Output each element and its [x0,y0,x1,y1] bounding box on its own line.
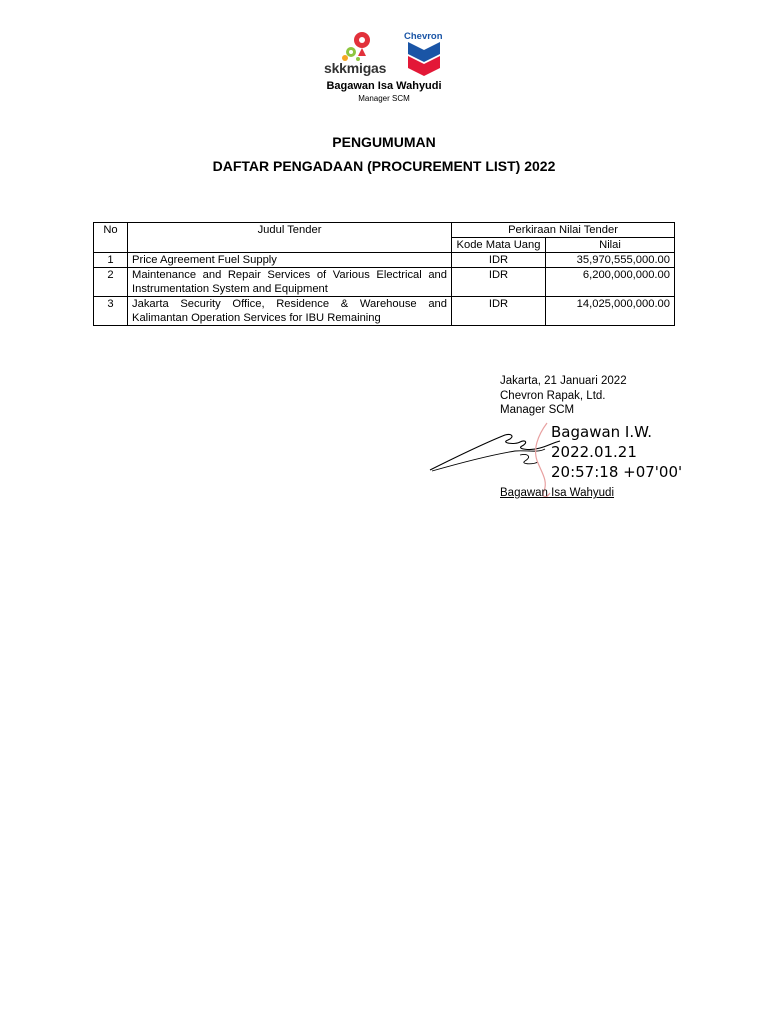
row-nilai: 6,200,000,000.00 [546,268,675,297]
row-kode: IDR [452,268,546,297]
procurement-list-title: DAFTAR PENGADAAN (PROCUREMENT LIST) 2022 [212,158,556,174]
header-logos [318,30,458,82]
skkmigas-logo-icon [318,30,398,62]
table-row [94,297,675,326]
digital-signature-date: 2022.01.21 [551,443,637,461]
header-perkiraan: Perkiraan Nilai Tender [452,223,675,238]
row-nilai: 35,970,555,000.00 [546,253,675,268]
digital-signature [551,422,682,482]
digital-signature-name: Bagawan I.W. [551,423,653,441]
row-kode: IDR [452,297,546,326]
signature-company: Chevron Rapak, Ltd. [500,389,606,402]
row-no: 1 [94,253,128,268]
digital-signature-time: 20:57:18 +07'00' [551,463,683,481]
table-row [94,268,675,297]
header-judul: Judul Tender [128,223,452,253]
signature-place-date: Jakarta, 21 Januari 2022 [500,375,627,387]
row-nilai: 14,025,000,000.00 [546,297,675,326]
table-row [94,253,675,268]
header-role: Manager SCM [358,94,410,103]
procurement-table [93,222,675,326]
row-judul: Maintenance and Repair Services of Various Electrical and Instrumentation System and Equipment [128,268,452,297]
header-name: Bagawan Isa Wahyudi [326,80,442,92]
row-judul: Price Agreement Fuel Supply [128,253,452,268]
chevron-logo-text: Chevron [404,31,443,42]
header-nilai: Nilai [546,238,675,253]
signature-position: Manager SCM [500,404,575,416]
signature-block [500,374,627,418]
row-kode: IDR [452,253,546,268]
announcement-title: PENGUMUMAN [332,134,436,150]
header-kode: Kode Mata Uang [452,238,546,253]
row-no: 2 [94,268,128,297]
row-no: 3 [94,297,128,326]
table-header-row [94,223,675,238]
skkmigas-logo-text: skkmigas [324,60,387,76]
signer-name: Bagawan Isa Wahyudi [500,487,615,499]
chevron-logo-icon [406,42,446,76]
header-no: No [94,223,128,253]
row-judul: Jakarta Security Office, Residence & Warehouse and Kalimantan Operation Services for IBU Remaining [128,297,452,326]
